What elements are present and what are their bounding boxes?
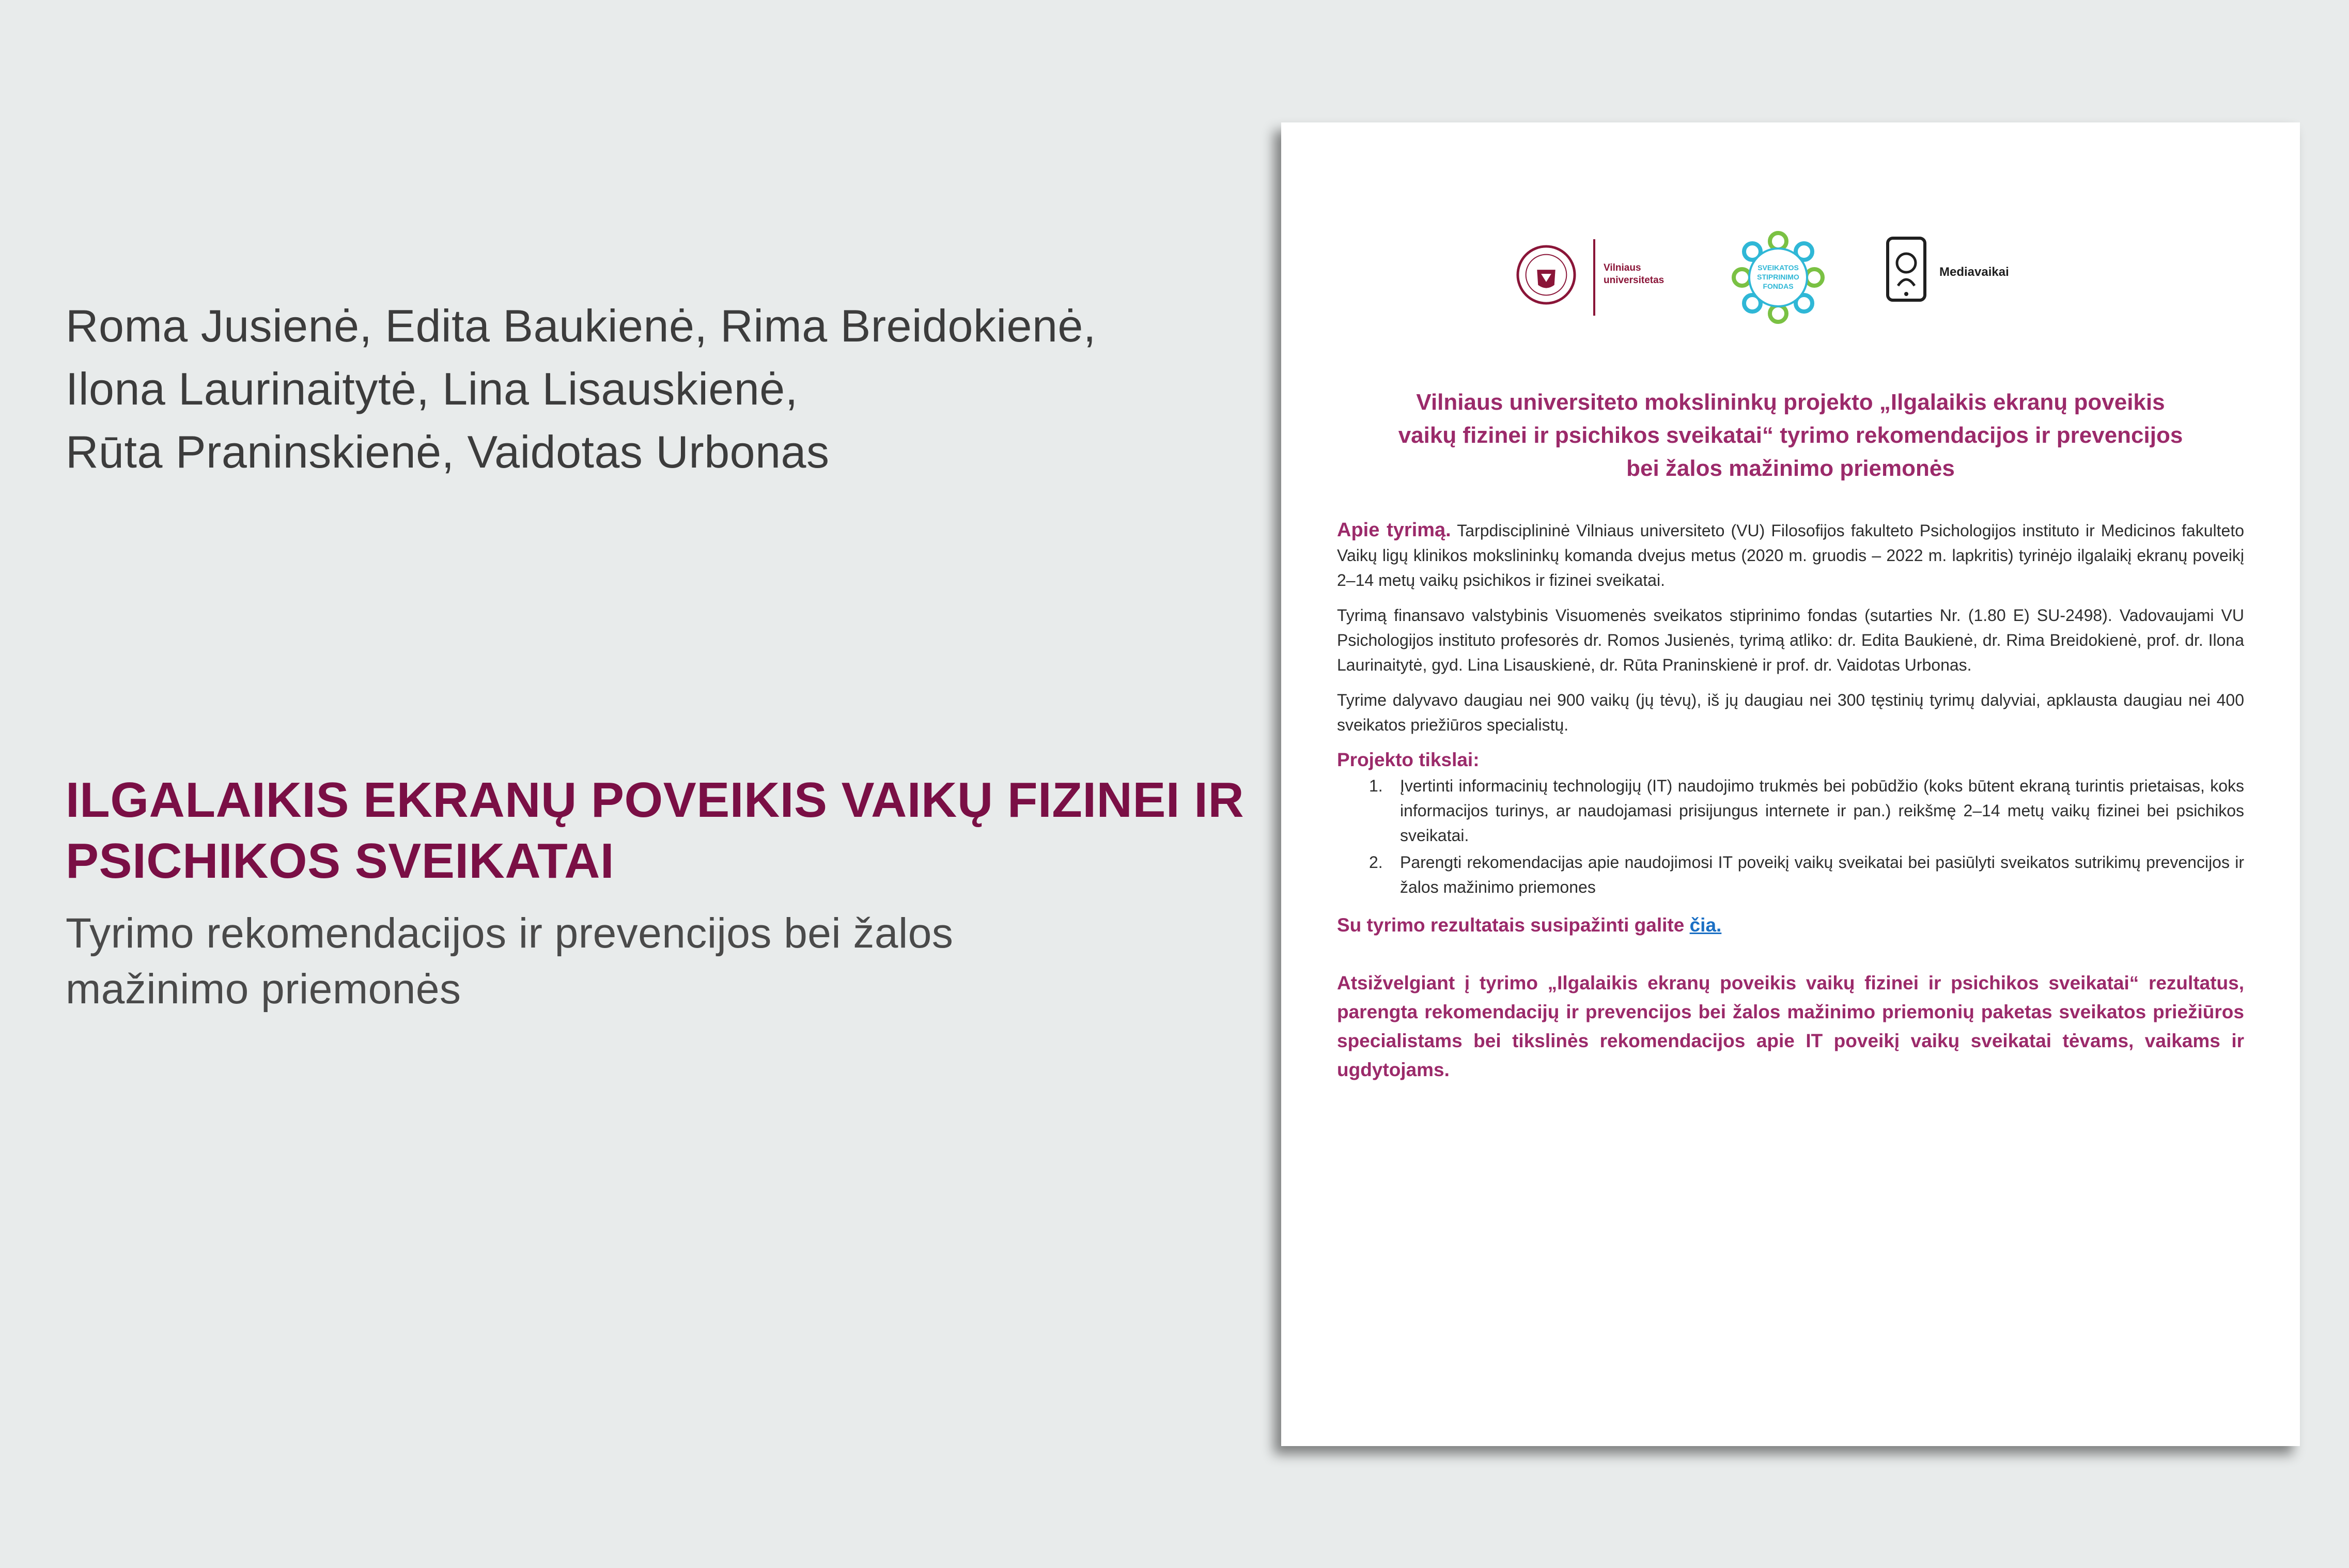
results-line	[1337, 913, 2244, 938]
document-heading	[1364, 386, 2217, 485]
goal-number: 2.	[1369, 853, 1383, 872]
authors	[66, 294, 1243, 484]
mediavaikai-logo	[1886, 236, 2056, 314]
document-heading-line: vaikų fizinei ir psichikos sveikatai“ tyrimo rekomendacijos ir prevencijos	[1398, 423, 2183, 448]
goal-item	[1337, 773, 2244, 848]
book-subtitle-line: mažinimo priemonės	[66, 966, 461, 1013]
about-paragraph	[1337, 518, 2244, 593]
vilnius-university-name: Vilniaus universitetas	[1604, 262, 1664, 286]
authors-line: Rūta Praninskienė, Vaidotas Urbonas	[66, 426, 830, 477]
results-link[interactable]: čia.	[1689, 914, 1722, 936]
authors-line: Roma Jusienė, Edita Baukienė, Rima Breidokienė,	[66, 300, 1096, 351]
book-title-line: PSICHIKOS SVEIKATAI	[66, 833, 615, 889]
book-title-line: ILGALAIKIS EKRANŲ POVEIKIS VAIKŲ FIZINEI IR	[66, 772, 1244, 828]
results-text: Su tyrimo rezultatais susipažinti galite	[1337, 914, 1690, 936]
mediavaikai-name: Mediavaikai	[1939, 265, 2009, 279]
svg-text:SVEIKATOS: SVEIKATOS	[1757, 263, 1799, 272]
logo-row	[1281, 226, 2300, 329]
svg-text:FONDAS: FONDAS	[1763, 282, 1794, 290]
document-heading-line: bei žalos mažinimo priemonės	[1626, 456, 1955, 481]
goal-number: 1.	[1369, 777, 1383, 795]
document-body	[1337, 518, 2244, 1095]
svg-text:STIPRINIMO: STIPRINIMO	[1757, 273, 1799, 281]
about-lead: Apie tyrimą.	[1337, 519, 1451, 541]
university-seal-icon	[1516, 244, 1577, 305]
goal-text: Parengti rekomendacijas apie naudojimosi IT poveikį vaikų sveikatai bei pasiūlyti sveikatos sutrikimų prevencijos ir žalos mažinimo priemones	[1400, 853, 2244, 896]
about-text: Tarpdisciplininė Vilniaus universiteto (VU) Filosofijos fakulteto Psichologijos instituto ir Medicinos fakulteto Vaikų ligų klinikos mokslininkų komanda dvejus metus (2020 m. gruodis – 2022 m. lapkritis) tyrinėjo ilgalaikį ekranų poveikį 2–14 metų vaikų psichikos ir fizinei sveikatai.	[1337, 521, 2245, 589]
phone-face-icon	[1886, 236, 1927, 303]
authors-line: Ilona Laurinaitytė, Lina Lisauskienė,	[66, 363, 798, 414]
vilnius-university-logo	[1516, 239, 1691, 317]
goal-text: Įvertinti informacinių technologijų (IT) naudojimo trukmės bei pobūdžio (koks būtent ekraną turintis prietaisas, koks informacijos turinys, ar naudojamasi prisijungus internete ir pan.) reikšmę 2–14 metų vaikų fizinei bei psichikos sveikatai.	[1400, 777, 2244, 845]
document-heading-line: Vilniaus universiteto mokslininkų projekto „Ilgalaikis ekranų poveikis	[1416, 390, 2165, 415]
funding-paragraph: Tyrimą finansavo valstybinis Visuomenės sveikatos stiprinimo fondas (sutarties Nr. (1.80 E) SU-2498). Vadovaujami VU Psichologijos instituto profesorės dr. Romos Jusienės, tyrimą atliko: dr. Edita Baukienė, dr. Rima Breidokienė, prof. dr. Ilona Laurinaitytė, gyd. Lina Lisauskienė, dr. Rūta Praninskienė ir prof. dr. Vaidotas Urbonas.	[1337, 606, 2244, 674]
document-page-preview[interactable]	[1281, 122, 2300, 1446]
health-fund-logo	[1726, 226, 1830, 329]
goals-title: Projekto tikslai:	[1337, 749, 1480, 770]
logo-divider	[1593, 239, 1595, 316]
goal-item	[1337, 850, 2244, 899]
health-fund-flower-icon	[1726, 226, 1830, 329]
book-title	[66, 770, 1254, 892]
goals-list	[1337, 773, 2244, 899]
closing-paragraph: Atsižvelgiant į tyrimo „Ilgalaikis ekranų poveikis vaikų fizinei ir psichikos sveikatai“ rezultatus, parengta rekomendacijų ir prevencijos bei žalos mažinimo priemonių paketas sveikatos priežiūros specialistams bei tikslinės rekomendacijos apie IT poveikį vaikų sveikatai tėvams, vaikams ir ugdytojams.	[1337, 972, 2244, 1080]
participants-paragraph: Tyrime dalyvavo daugiau nei 900 vaikų (jų tėvų), iš jų daugiau nei 300 tęstinių tyrimų dalyviai, apklausta daugiau nei 400 sveikatos priežiūros specialistų.	[1337, 691, 2244, 734]
book-subtitle	[66, 906, 1254, 1017]
book-subtitle-line: Tyrimo rekomendacijos ir prevencijos bei žalos	[66, 910, 954, 957]
